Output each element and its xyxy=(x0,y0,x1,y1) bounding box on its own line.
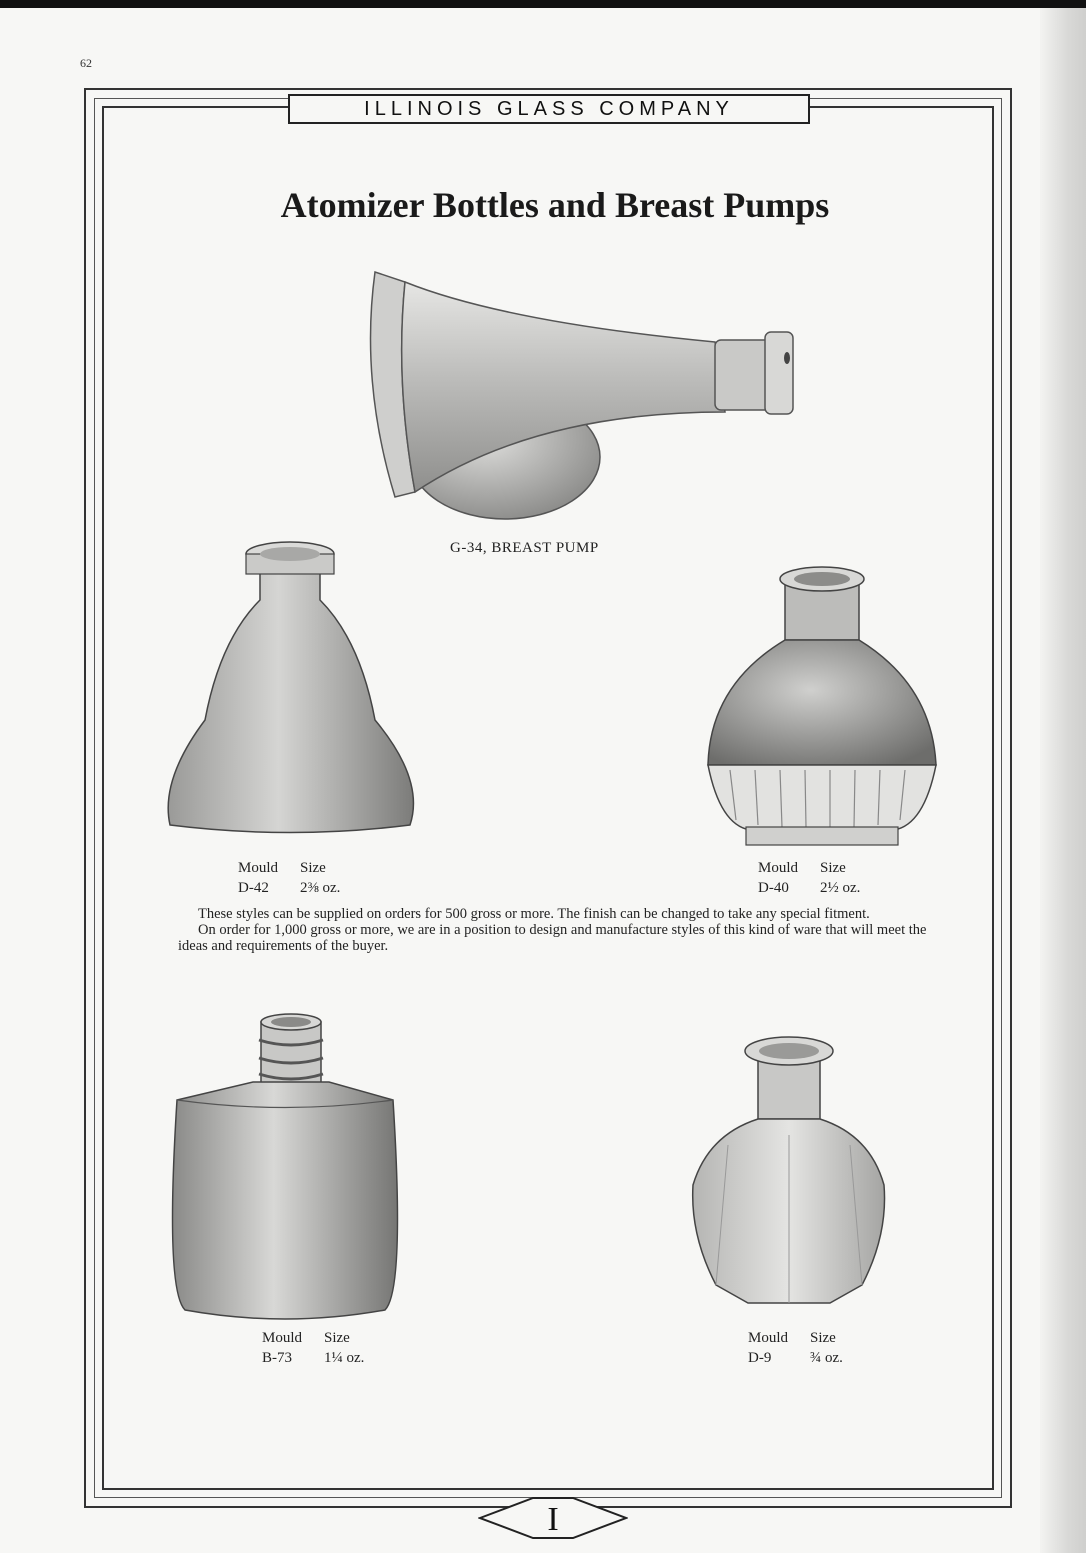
page-title: Atomizer Bottles and Breast Pumps xyxy=(280,185,830,225)
mould-label: Mould xyxy=(262,1330,303,1346)
order-terms-text-1: These styles can be supplied on orders for 500 gross or more. The finish can be changed to take any special fitment. xyxy=(198,906,870,922)
spec-d42 xyxy=(238,858,340,898)
bottle-d40-illustration xyxy=(700,565,950,850)
scan-top-edge xyxy=(0,0,1086,8)
size-label: Size xyxy=(820,860,846,876)
mould-label: Mould xyxy=(758,860,799,876)
bottle-d9-illustration xyxy=(688,1035,888,1315)
mould-value: D-40 xyxy=(758,880,789,896)
size-value: 2½ oz. xyxy=(820,880,861,896)
page-gutter-shadow xyxy=(1040,8,1086,1553)
order-terms-text-2: On order for 1,000 gross or more, we are in a position to design and manufacture styles of this kind of ware that will meet the ideas and requirements of the buyer. xyxy=(178,922,927,954)
mould-value: B-73 xyxy=(262,1350,292,1366)
size-label: Size xyxy=(300,860,326,876)
size-value: 2⅜ oz. xyxy=(300,880,341,896)
breast-pump-caption: G-34, BREAST PUMP xyxy=(450,540,599,556)
logo-letter: I xyxy=(547,1501,559,1538)
spec-b73 xyxy=(262,1328,364,1368)
bottle-b73-illustration xyxy=(155,1010,415,1330)
company-header xyxy=(288,94,810,124)
order-terms-paragraph xyxy=(178,906,938,954)
size-value: ¾ oz. xyxy=(810,1350,843,1366)
company-name: ILLINOIS GLASS COMPANY xyxy=(364,97,734,120)
breast-pump-illustration xyxy=(355,262,805,532)
mould-value: D-42 xyxy=(238,880,269,896)
size-label: Size xyxy=(324,1330,350,1346)
mould-label: Mould xyxy=(238,860,279,876)
mould-value: D-9 xyxy=(748,1350,772,1366)
bottle-d42-illustration xyxy=(160,540,420,840)
size-label: Size xyxy=(810,1330,836,1346)
mould-label: Mould xyxy=(748,1330,789,1346)
size-value: 1¼ oz. xyxy=(324,1350,365,1366)
company-diamond-logo xyxy=(478,1496,628,1540)
spec-d40 xyxy=(758,858,860,898)
spec-d9 xyxy=(748,1328,843,1368)
page-number: 62 xyxy=(80,56,92,70)
